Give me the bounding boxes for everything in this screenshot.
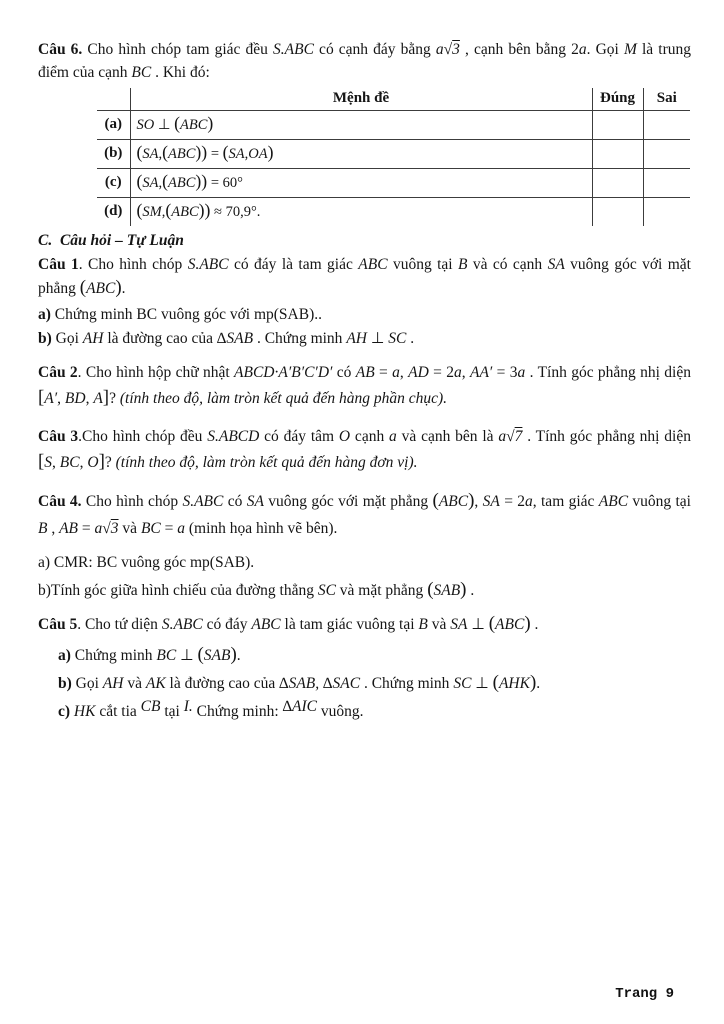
- question-2-text: Câu 2. Cho hình hộp chữ nhật ABCD·A′B′C′D′ có AB = a, AD = 2a, AA′ = 3a . Tính góc phẳng nhị diện [A′, BD, A]? (tính theo độ, làm tròn kết quả đến hàng phần chục).: [38, 364, 691, 408]
- question-1-item-b: b) Gọi AH là đường cao của ∆SAB . Chứng minh AH ⊥ SC .: [38, 330, 415, 347]
- question-4-items: [38, 550, 691, 604]
- sai-answer-cell: [643, 110, 690, 139]
- question-5-text: Câu 5. Cho tứ diện S.ABC có đáy ABC là tam giác vuông tại B và SA ⊥ (ABC) .: [38, 613, 539, 634]
- question-5-item-a: a) Chứng minh BC ⊥ (SAB).: [58, 644, 241, 665]
- row-formula: (SA,(ABC)) = 60°: [130, 168, 592, 197]
- question-4-item-b: b)Tính góc giữa hình chiếu của đường thẳng SC và mặt phẳng (SAB) .: [38, 579, 475, 600]
- truth-table-row-b: [97, 139, 690, 168]
- truth-table-row-c: [97, 168, 690, 197]
- question-5-item-c: c) HK cắt tia CB tại I. Chứng minh: ∆AIC vuông.: [58, 698, 364, 720]
- row-formula: (SA,(ABC)) = (SA,OA): [130, 139, 592, 168]
- question-5-items: [38, 643, 691, 725]
- row-label: (a): [97, 110, 130, 139]
- truth-table-header-sai: Sai: [643, 88, 690, 110]
- row-formula: (SM,(ABC)) ≈ 70,9°.: [130, 197, 592, 226]
- question-1-items: [38, 304, 691, 350]
- question-4-text: Câu 4. Cho hình chóp S.ABC có SA vuông góc với mặt phẳng (ABC), SA = 2a, tam giác ABC vuông tại B , AB = a√3 và BC = a (minh họa hình vẽ bên).: [38, 490, 691, 537]
- row-formula: SO ⊥ (ABC): [130, 110, 592, 139]
- question-4-item-a: a) CMR: BC vuông góc mp(SAB).: [38, 554, 255, 571]
- truth-table-row-d: [97, 197, 690, 226]
- question-3-text: Câu 3.Cho hình chóp đều S.ABCD có đáy tâm O cạnh a và cạnh bên là a√7 . Tính góc phẳng nhị diện [S, BC, O]? (tính theo độ, làm tròn kết quả đến hàng đơn vị).: [38, 428, 691, 472]
- sai-answer-cell: [643, 197, 690, 226]
- dung-answer-cell: [592, 168, 643, 197]
- section-c-heading: C. Câu hỏi – Tự Luận: [38, 232, 184, 249]
- row-label: (c): [97, 168, 130, 197]
- truth-table-header-row: [97, 88, 690, 110]
- question-5-item-b: b) Gọi AH và AK là đường cao của ∆SAB, ∆SAC . Chứng minh SC ⊥ (AHK).: [58, 672, 541, 693]
- dung-answer-cell: [592, 197, 643, 226]
- truth-table-row-a: [97, 110, 690, 139]
- question-1-text: Câu 1. Cho hình chóp S.ABC có đáy là tam giác ABC vuông tại B và có cạnh SA vuông góc với mặt phẳng (ABC).: [38, 256, 691, 298]
- footer-page-number: Trang 9: [615, 986, 674, 1002]
- truth-table-corner-cell: [97, 88, 130, 110]
- truth-table-header-menhde: Mệnh đề: [130, 88, 592, 110]
- question-6-text: Câu 6. Cho hình chóp tam giác đều S.ABC có cạnh đáy bằng a√3 , cạnh bên bằng 2a. Gọi M là trung điểm của cạnh BC . Khi đó:: [38, 41, 691, 81]
- row-label: (d): [97, 197, 130, 226]
- truth-table-header-dung: Đúng: [592, 88, 643, 110]
- sai-answer-cell: [643, 168, 690, 197]
- dung-answer-cell: [592, 110, 643, 139]
- truth-table: [97, 88, 690, 226]
- question-1-item-a: a) Chứng minh BC vuông góc với mp(SAB)..: [38, 306, 322, 323]
- dung-answer-cell: [592, 139, 643, 168]
- sai-answer-cell: [643, 139, 690, 168]
- row-label: (b): [97, 139, 130, 168]
